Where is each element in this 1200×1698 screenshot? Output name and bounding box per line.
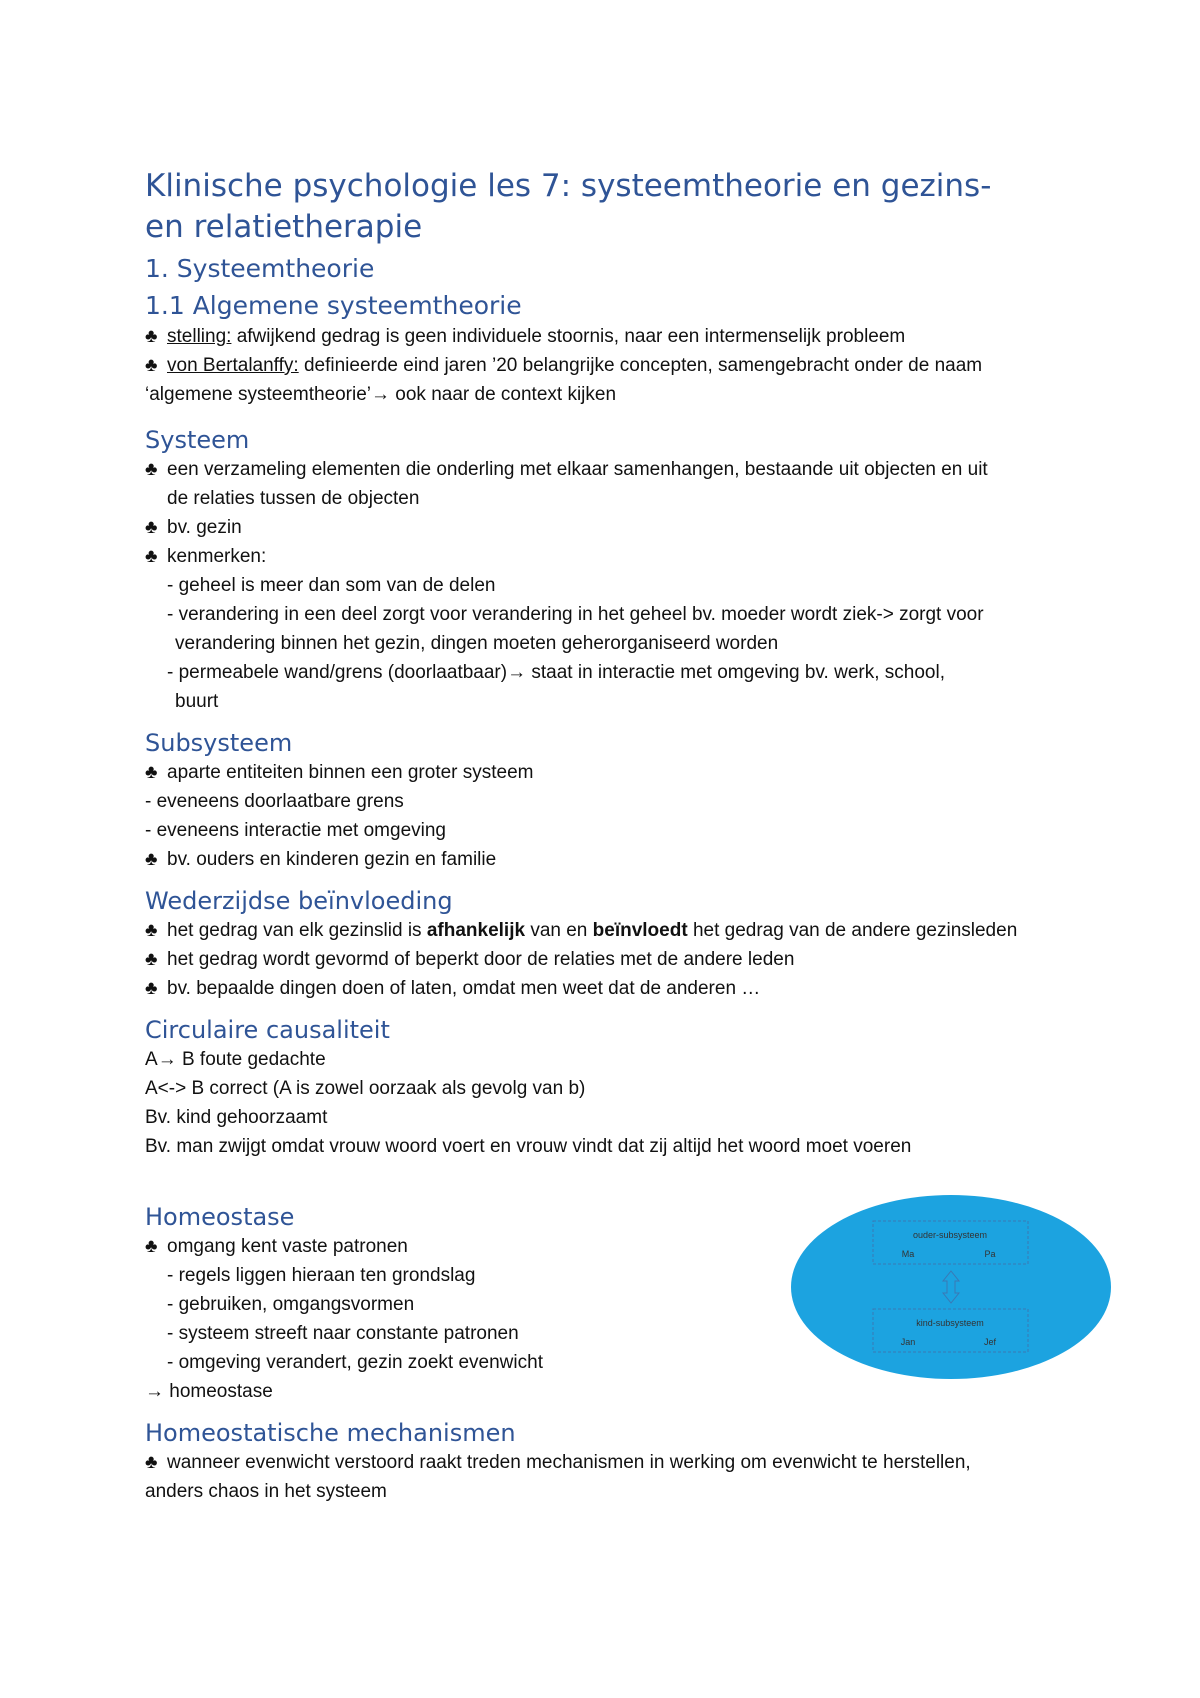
text-line: A→ B foute gedachte [145,1049,326,1070]
text-line: Bv. man zwijgt omdat vrouw woord voert en vrouw vindt dat zij altijd het woord moet voeren [145,1136,912,1157]
club-bullet-icon: ♣ [145,546,158,567]
heading-subsysteem: Subsysteem [145,729,293,757]
sub-item: - geheel is meer dan som van de delen [167,575,496,596]
club-bullet-icon: ♣ [145,459,158,480]
sub-item-continuation: verandering binnen het gezin, dingen moeten geherorganiseerd worden [175,633,779,654]
arrow-icon: → [157,1049,177,1070]
heading-systeemtheorie: 1. Systeemtheorie [145,254,375,283]
ma-label: Ma [901,1249,915,1259]
list-item-continuation: ‘algemene systeemtheorie’→ ook naar de context kijken [145,384,617,405]
heading-systeem: Systeem [145,426,250,454]
heading-wederzijdse-beinvloeding: Wederzijdse beïnvloeding [145,887,453,915]
arrow-icon: → [145,1381,164,1402]
list-item: ♣ von Bertalanffy: definieerde eind jaren ’20 belangrijke concepten, samengebracht onder de naam [145,351,1075,380]
jef-label: Jef [983,1337,997,1347]
child-subsystem-label: kind-subsysteem [916,1318,984,1328]
heading-homeostatische-mechanismen: Homeostatische mechanismen [145,1419,516,1447]
club-bullet-icon: ♣ [145,1452,158,1473]
list-item: ♣ bv. bepaalde dingen doen of laten, omdat men weet dat de anderen … [145,974,1075,1003]
parent-subsystem-label: ouder-subsysteem [912,1230,988,1240]
list-item: - eveneens interactie met omgeving [145,820,446,841]
club-bullet-icon: ♣ [145,849,158,870]
text-line: → homeostase [145,1381,273,1402]
club-bullet-icon: ♣ [145,517,158,538]
sub-item: - verandering in een deel zorgt voor verandering in het geheel bv. moeder wordt ziek-> zorgt voor [167,604,984,625]
club-bullet-icon: ♣ [145,920,158,941]
club-bullet-icon: ♣ [145,1236,158,1257]
list-item: - eveneens doorlaatbare grens [145,791,404,812]
list-item: ♣ bv. ouders en kinderen gezin en familie [145,845,1075,874]
sub-item: - regels liggen hieraan ten grondslag [167,1265,476,1286]
sub-item-continuation: buurt [175,691,219,712]
document-title: Klinische psychologie les 7: systeemtheorie en gezins- en relatietherapie [145,168,992,245]
subsystem-diagram [790,1193,1112,1381]
arrow-icon: → [507,662,527,683]
club-bullet-icon: ♣ [145,978,158,999]
list-item: ♣ het gedrag wordt gevormd of beperkt door de relaties met de andere leden [145,945,1075,974]
list-item-continuation: de relaties tussen de objecten [167,488,420,509]
stelling-label: stelling: [167,326,232,347]
heading-homeostase: Homeostase [145,1203,295,1231]
sub-item: - permeabele wand/grens (doorlaatbaar)→ staat in interactie met omgeving bv. werk, school, [167,662,945,683]
club-bullet-icon: ♣ [145,355,158,376]
club-bullet-icon: ♣ [145,762,158,783]
sub-item: - gebruiken, omgangsvormen [167,1294,415,1315]
system-ellipse [791,1195,1111,1379]
list-item: ♣ het gedrag van elk gezinslid is afhankelijk van en beïnvloedt het gedrag van de andere gezinsleden [145,916,1075,945]
list-item: ♣ wanneer evenwicht verstoord raakt treden mechanismen in werking om evenwicht te herstellen, [145,1448,1075,1477]
jan-label: Jan [900,1337,916,1347]
text-line: A<-> B correct (A is zowel oorzaak als gevolg van b) [145,1078,586,1099]
arrow-icon: → [371,384,391,405]
heading-algemene-systeemtheorie: 1.1 Algemene systeemtheorie [145,291,522,320]
club-bullet-icon: ♣ [145,326,158,347]
list-item-continuation: anders chaos in het systeem [145,1481,387,1502]
sub-item: - omgeving verandert, gezin zoekt evenwicht [167,1352,543,1373]
text-line: Bv. kind gehoorzaamt [145,1107,328,1128]
list-item: ♣ kenmerken: [145,542,1075,571]
list-item: ♣ een verzameling elementen die onderling met elkaar samenhangen, bestaande uit objecten en uit [145,455,1075,484]
pa-label: Pa [984,1249,996,1259]
club-bullet-icon: ♣ [145,949,158,970]
sub-item: - systeem streeft naar constante patronen [167,1323,519,1344]
list-item: ♣ aparte entiteiten binnen een groter systeem [145,758,1075,787]
von-bertalanffy-label: von Bertalanffy: [167,355,299,376]
list-item: ♣ bv. gezin [145,513,1075,542]
heading-circulaire-causaliteit: Circulaire causaliteit [145,1016,390,1044]
list-item: ♣ omgang kent vaste patronen [145,1232,1075,1261]
list-item: ♣ stelling: afwijkend gedrag is geen individuele stoornis, naar een intermenselijk probleem [145,322,1075,351]
